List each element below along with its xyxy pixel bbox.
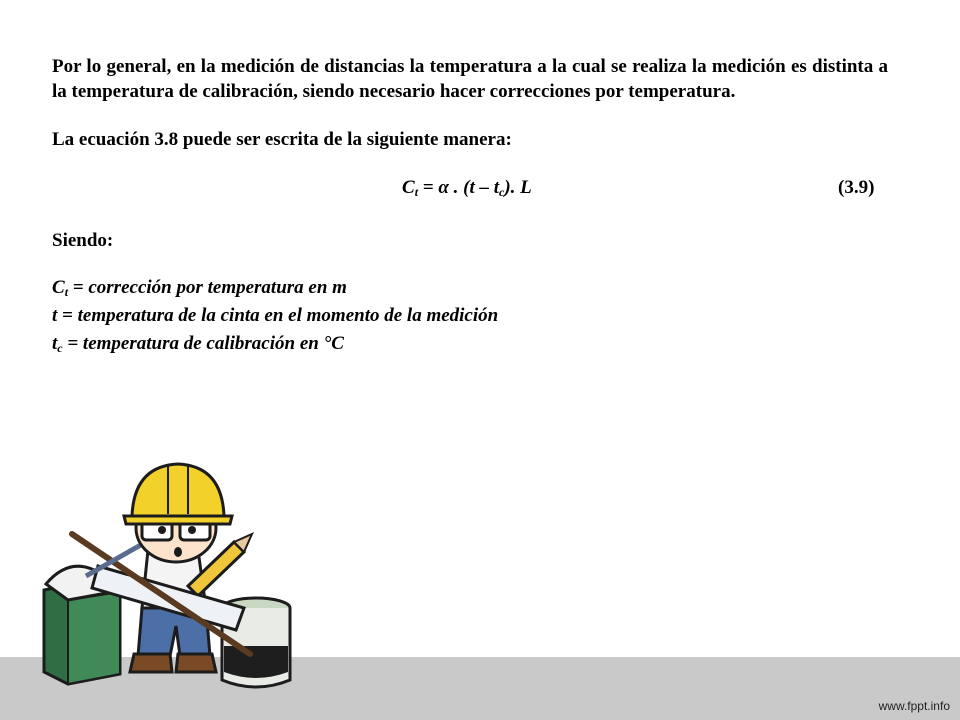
definition-subscript: c xyxy=(57,341,63,355)
definition-symbol: C xyxy=(52,277,65,298)
engineer-cartoon-illustration xyxy=(38,458,298,698)
siendo-label: Siendo: xyxy=(52,230,114,251)
equation-3-9 xyxy=(402,177,532,200)
equation-mid: = α . (t – t xyxy=(418,177,500,198)
definition-subscript: t xyxy=(64,285,69,299)
footer-website: www.fppt.info xyxy=(878,699,950,713)
definition-t xyxy=(52,304,498,332)
definition-ct xyxy=(52,276,498,304)
equation-lhs: C xyxy=(402,177,415,198)
equation-mid-sub: c xyxy=(499,185,505,199)
equation-number: (3.9) xyxy=(838,177,875,198)
equation-end: ). L xyxy=(504,177,532,198)
definition-text: = corrección por temperatura en m xyxy=(68,277,347,298)
definition-text: = temperatura de la cinta en el momento de la medición xyxy=(57,305,499,326)
definition-text: = temperatura de calibración en °C xyxy=(62,333,344,354)
intro-paragraph: Por lo general, en la medición de distancias la temperatura a la cual se realiza la medición es distinta a la temperatura de calibración, siendo necesario hacer correcciones por temperatura. xyxy=(52,56,888,102)
definitions-list xyxy=(52,276,498,360)
equation-intro-paragraph: La ecuación 3.8 puede ser escrita de la siguiente manera: xyxy=(52,129,512,150)
definition-symbol: t xyxy=(52,333,58,354)
definition-tc xyxy=(52,332,498,360)
equation-lhs-sub: t xyxy=(414,185,419,199)
hard-hat-icon xyxy=(124,464,232,524)
definition-symbol: t xyxy=(52,305,58,326)
